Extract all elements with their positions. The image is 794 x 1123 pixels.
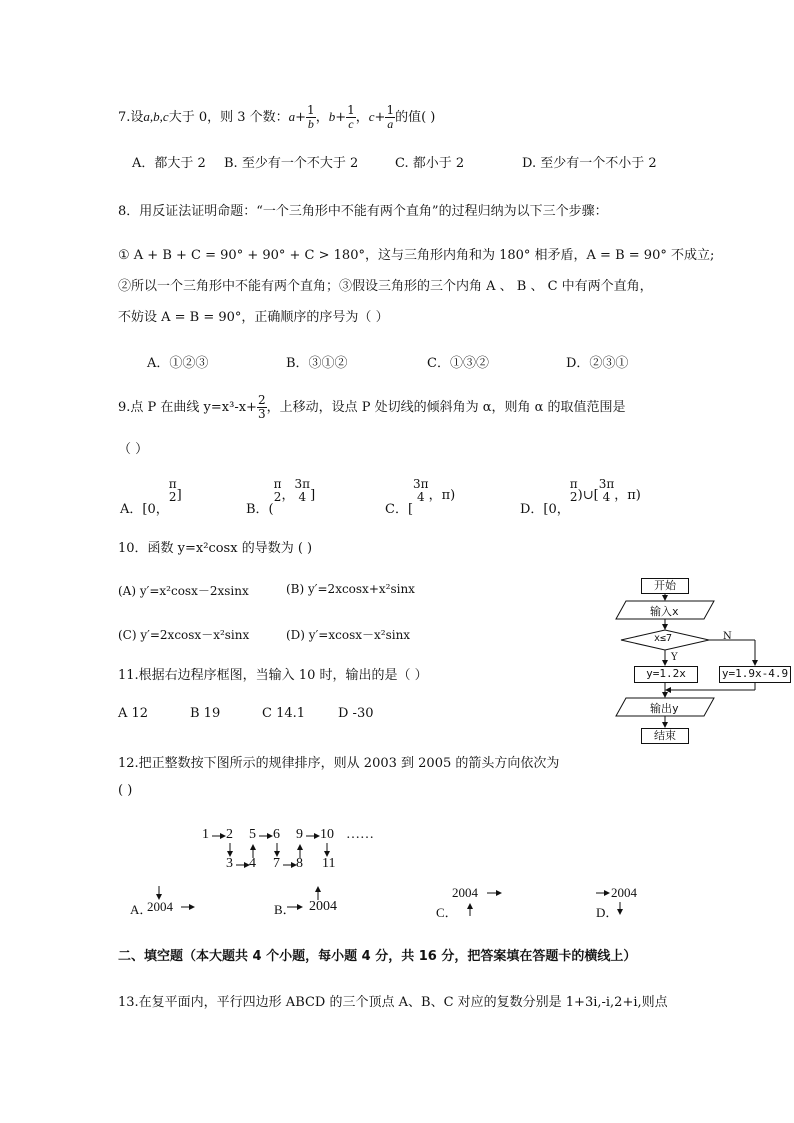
q9-opt-d-frac2: 3π 4 (598, 477, 615, 504)
q12-num-2: 2 (226, 827, 233, 842)
q9-opt-b-frac2: 3π 4 (294, 477, 311, 504)
q11-option-c: C 14.1 (262, 706, 306, 721)
q12-num-5: 5 (249, 827, 256, 842)
q9-frac: $\frac{2}{3}$ (257, 393, 266, 421)
flow-input: 输入x (650, 605, 679, 618)
q12-num-1: 1 (202, 827, 209, 842)
q7-term1-var: a (288, 109, 296, 124)
q7-mid: 大于 0，则 3 个数： (168, 110, 289, 125)
q9-option-c: C．[ 3π 4 ，π) (385, 477, 456, 517)
q7-stem: 7.设a,b,c大于 0，则 3 个数：a+ $\frac{1}{b}$ ，b+ $\frac{1}{c}$ ，c+ $\frac{1}{a}$ 的值( ) (118, 103, 436, 131)
q13-stem: 13.在复平面内，平行四边形 ABCD 的三个顶点 A、B、C 对应的复数分别是 1+3i,-i,2+i,则点 (118, 995, 668, 1010)
q12-option-d-num: 2004 (611, 885, 637, 900)
q8-line2: ②所以一个三角形中不能有两个直角；③假设三角形的三个内角 A 、 B 、 C 中有两个直角， (118, 279, 653, 294)
q8-option-b: B．③①② (286, 356, 348, 371)
q12-option-b-num: 2004 (309, 899, 337, 914)
q12-num-8: 8 (296, 856, 303, 871)
q12-option-c-label: C． (436, 905, 458, 920)
q7-suffix: 的值( ) (395, 110, 436, 125)
q8-line3: 不妨设 A = B = 90°，正确顺序的序号为（ ） (118, 310, 389, 325)
q12-paren: ( ) (118, 783, 133, 798)
q8-stem: 8．用反证法证明命题：“一个三角形中不能有两个直角”的过程归纳为以下三个步骤： (118, 204, 608, 219)
q12-option-a-num: 2004 (147, 899, 173, 914)
q9-opt-d-frac1: π 2 (569, 477, 578, 504)
q9-opt-a-frac: π 2 (168, 477, 177, 504)
q9-opt-b-frac1: π 2 (273, 477, 282, 504)
flow-yes-label: Y (671, 652, 678, 663)
q12-option-d-label: D． (596, 905, 619, 920)
q10-option-a: (A) y′=x²cosx－2xsinx (118, 584, 249, 598)
q7-term3-var: c (368, 109, 375, 124)
q9-option-a: A．[0， π 2 ] (120, 477, 182, 517)
q9-option-d: D．[0， π 2 )∪[ 3π 4 ，π) (520, 477, 641, 517)
flow-output: 输出y (650, 702, 679, 715)
q12-num-10: 10 (320, 827, 334, 842)
q9-stem-b: ，上移动，设点 P 处切线的倾斜角为 α，则角 α 的取值范围是 (266, 400, 626, 415)
q9-option-b: B．( π 2 ， 3π 4 ] (246, 477, 316, 517)
q12-option-c-num: 2004 (452, 885, 478, 900)
q10-stem: 10．函数 y=x²cosx 的导数为 ( ) (118, 541, 313, 556)
q7-term2-var: b (328, 109, 336, 124)
q10-option-b: (B) y′=2xcosx+x²sinx (286, 582, 415, 596)
q11-stem: 11.根据右边程序框图，当输入 10 时，输出的是（ ） (118, 668, 428, 683)
q7-term2-frac: $\frac{1}{c}$ (347, 103, 355, 131)
q12-num-3: 3 (226, 856, 233, 871)
q7-option-b: B. 至少有一个不大于 2 (224, 156, 359, 171)
q7-vars: a,b,c (143, 109, 169, 124)
flow-no-label: N (723, 631, 732, 642)
q12-ellipsis: …… (346, 827, 374, 842)
q11-option-a: A 12 (118, 706, 149, 721)
q7-option-d: D. 至少有一个不小于 2 (522, 156, 657, 171)
q10-option-d: (D) y′=xcosx－x²sinx (286, 628, 411, 642)
q9-opt-c-frac: 3π 4 (413, 477, 429, 504)
q12-num-7: 7 (273, 856, 280, 871)
q11-option-d: D -30 (338, 706, 374, 721)
q12-num-4: 4 (249, 856, 256, 871)
q7-term3-frac: $\frac{1}{a}$ (386, 103, 395, 131)
section2-title: 二、填空题（本大题共 4 个小题，每小题 4 分，共 16 分，把答案填在答题卡的横线上） (118, 949, 637, 964)
flow-branch-no: y=1.9x-4.9 (719, 666, 791, 683)
q9-stem-a: 9.点 P 在曲线 y=x³-x+ (118, 400, 257, 415)
q7-prefix: 7.设 (118, 110, 144, 125)
q7-term1-frac: $\frac{1}{b}$ (307, 103, 315, 131)
q10-option-c: (C) y′=2xcosx－x²sinx (118, 628, 250, 642)
flow-cond: x≤7 (654, 633, 673, 644)
q11-option-b: B 19 (190, 706, 221, 721)
q7-option-c: C. 都小于 2 (395, 156, 465, 171)
q8-line1: ① A + B + C = 90° + 90° + C > 180°，这与三角形内角和为 180° 相矛盾，A = B = 90° 不成立; (118, 248, 715, 263)
flow-end: 结束 (641, 728, 689, 744)
q8-option-d: D．②③① (566, 356, 629, 371)
q12-option-b-label: B． (274, 902, 296, 917)
q12-num-6: 6 (273, 827, 280, 842)
q9-paren: （ ） (118, 442, 149, 457)
q12-num-11: 11 (322, 856, 336, 871)
q12-stem: 12.把正整数按下图所示的规律排序，则从 2003 到 2005 的箭头方向依次为 (118, 756, 560, 771)
flow-start: 开始 (641, 578, 689, 594)
q12-option-a-label: A． (130, 902, 153, 917)
q8-option-a: A．①②③ (147, 356, 209, 371)
q8-option-c: C．①③② (427, 356, 489, 371)
flow-branch-yes: y=1.2x (634, 666, 698, 683)
q12-num-9: 9 (296, 827, 303, 842)
q7-option-a: A．都大于 2 (132, 156, 206, 171)
